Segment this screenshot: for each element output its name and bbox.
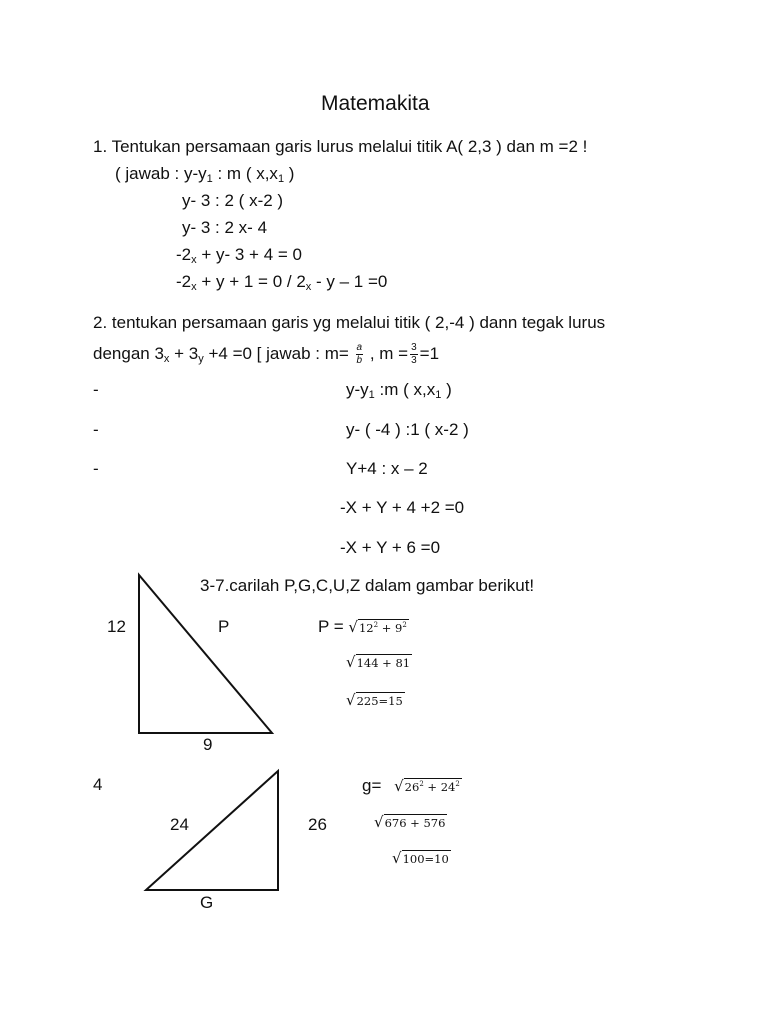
triangle-1-side-left: 12 bbox=[107, 617, 126, 636]
p-calc-line-1: $P = √12^2 + 9^2$ bbox=[318, 617, 407, 636]
triangle-2-side-hyp: 24 bbox=[170, 815, 189, 834]
q2-dash-3: - bbox=[93, 459, 99, 478]
triangle-1-hyp-label: P bbox=[218, 617, 230, 636]
p-calc-line-2: √144 + 81 bbox=[346, 653, 411, 671]
g-calc-line-1: $g= √26^2 + 24^2$ bbox=[362, 776, 460, 795]
q2-step-4: -X + Y + 4 +2 =0 bbox=[340, 498, 465, 517]
q1-step-2: y- 3 : 2 x- 4 bbox=[182, 218, 268, 237]
p-calc-line-3: √225=15 bbox=[346, 691, 403, 709]
q2-question: 2. tentukan persamaan garis yg melalui titik ( 2,-4 ) dann tegak lurus bbox=[93, 313, 606, 332]
triangle-1 bbox=[139, 575, 272, 733]
q1-step-1: y- 3 : 2 ( x-2 ) bbox=[182, 191, 284, 210]
triangle-2-side-bottom: G bbox=[200, 893, 214, 912]
q1-step-3: $-2_x + y-$ 3 + 4 = 0 bbox=[176, 245, 302, 266]
q1-question: 1. Tentukan persamaan garis lurus melalui titik A( 2,3 ) dan m =2 ! bbox=[93, 137, 588, 156]
q2-step-3: Y+4 : x – 2 bbox=[346, 459, 428, 478]
g-calc-line-3: √100=10 bbox=[392, 849, 449, 867]
q2-dash-2: - bbox=[93, 420, 99, 439]
triangle-1-side-bottom: 9 bbox=[203, 735, 213, 754]
q2-step-2: y- ( -4 ) :1 ( x-2 ) bbox=[346, 420, 469, 439]
q2-line-2: dengan $3_x + 3_y +4 =0$ [ jawab : m= $\frac{a}{b}$ , m = $\frac{3}{3}$ =1 bbox=[93, 342, 440, 367]
q2-step-5: -X + Y + 6 =0 bbox=[340, 538, 441, 557]
g-calc-line-2: √676 + 576 bbox=[374, 813, 446, 831]
triangle-2-left-number: 4 bbox=[93, 775, 103, 794]
q1-step-4: $-2_x + y + 1 = 0 / 2_x - y - 1 =0$ bbox=[176, 272, 388, 293]
q2-dash-1: - bbox=[93, 380, 99, 399]
fraction-3-over-3: $\frac{3}{3}$ bbox=[411, 342, 417, 367]
triangle-2 bbox=[146, 771, 278, 890]
q3-heading: 3-7.carilah P,G,C,U,Z dalam gambar berikut! bbox=[200, 576, 535, 595]
page-title: Matemakita bbox=[321, 92, 430, 115]
q2-step-1: $y-y_1$ :m ( $x,x_1$ ) bbox=[346, 380, 452, 401]
q1-answer-line: ( jawab : $y-y_1$ : m ( $x,x_1$ ) bbox=[115, 164, 295, 185]
fraction-a-over-b: $\frac{a}{b}$ bbox=[356, 342, 363, 367]
triangle-2-side-right: 26 bbox=[308, 815, 327, 834]
